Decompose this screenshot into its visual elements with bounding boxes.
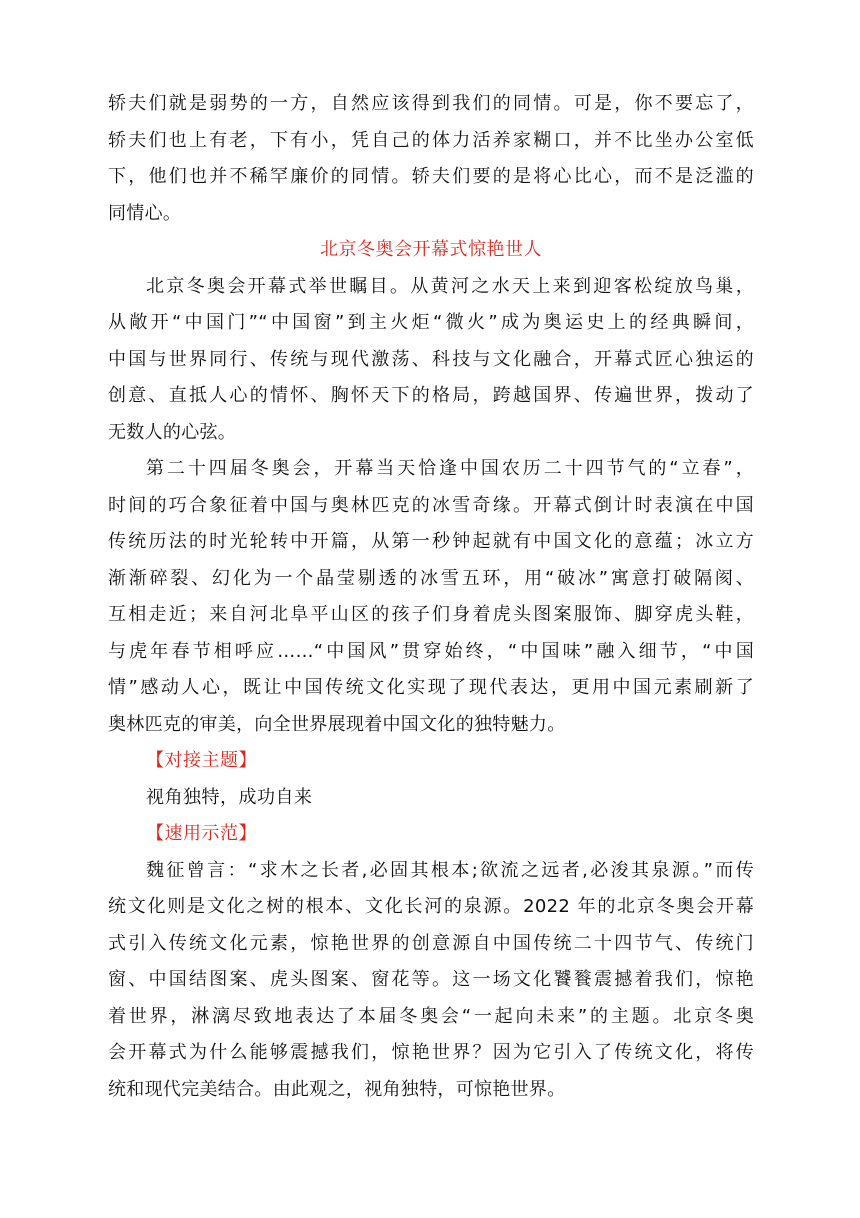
article-line: 无数人的心弦。 (108, 421, 237, 443)
intro-line: 轿夫们就是弱势的一方，自然应该得到我们的同情。可是，你不要忘了， (108, 93, 754, 114)
intro-line: 下，他们也并不稀罕廉价的同情。轿夫们要的是将心比心，而不是泛滥的 (108, 166, 754, 187)
example-line: 着世界，淋漓尽致地表达了本届冬奥会“一起向未来”的主题。北京冬奥 (108, 1005, 754, 1027)
article-line: 创意、直抵人心的情怀、胸怀天下的格局，跨越国界、传遍世界，拨动了 (108, 385, 754, 406)
example-paragraph (108, 853, 754, 1109)
example-line: 窗、中国结图案、虎头图案、窗花等。这一场文化饕餮震撼着我们，惊艳 (108, 969, 754, 990)
intro-line: 轿夫们也上有老，下有小，凭自己的体力活养家糊口，并不比坐办公室低 (108, 129, 754, 151)
article-line: 互相走近；来自河北阜平山区的孩子们身着虎头图案服饰、脚穿虎头鞋， (108, 604, 754, 625)
example-label: 【速用示范】 (146, 823, 257, 844)
article-line: 奥林匹克的审美，向全世界展现着中国文化的独特魅力。 (108, 713, 566, 735)
article-line: 中国与世界同行、传统与现代激荡、科技与文化融合，开幕式匠心独运的 (108, 348, 754, 370)
intro-line: 同情心。 (108, 202, 182, 224)
example-line: 统和现代完美结合。由此观之，视角独特，可惊艳世界。 (108, 1078, 566, 1100)
article-paragraph-2 (108, 451, 754, 743)
document-page (108, 86, 754, 1108)
article-line: 情”感动人心，既让中国传统文化实现了现代表达，更用中国元素刷新了 (108, 677, 754, 698)
article-line: 从敞开“中国门”“中国窗”到主火炬“微火”成为奥运史上的经典瞬间， (108, 312, 754, 333)
article-line: 传统历法的时光轮转中开篇，从第一秒钟起就有中国文化的意蕴；冰立方 (108, 531, 754, 552)
example-line: 式引入传统文化元素，惊艳世界的创意源自中国传统二十四节气、传统门 (108, 932, 754, 954)
article-paragraph-1 (108, 269, 754, 452)
example-line: 魏征曾言：“求木之长者,必固其根本;欲流之远者,必浚其泉源。”而传 (146, 859, 754, 881)
article-title: 北京冬奥会开幕式惊艳世人 (320, 239, 542, 260)
article-line: 北京冬奥会开幕式举世瞩目。从黄河之水天上来到迎客松绽放鸟巢， (146, 275, 754, 297)
article-line: 渐渐碎裂、幻化为一个晶莹剔透的冰雪五环，用“破冰”寓意打破隔阂、 (108, 567, 754, 589)
example-line: 会开幕式为什么能够震撼我们，惊艳世界？因为它引入了传统文化，将传 (108, 1042, 754, 1063)
example-line: 统文化则是文化之树的根本、文化长河的泉源。2022 年的北京冬奥会开幕 (108, 896, 754, 917)
theme-label: 【对接主题】 (146, 750, 257, 771)
theme-text: 视角独特，成功自来 (146, 786, 313, 808)
article-line: 时间的巧合象征着中国与奥林匹克的冰雪奇缘。开幕式倒计时表演在中国 (108, 494, 754, 516)
article-line: 与虎年春节相呼应……“中国风”贯穿始终，“中国味”融入细节，“中国 (108, 640, 754, 662)
intro-paragraph (108, 86, 754, 232)
article-line: 第二十四届冬奥会，开幕当天恰逢中国农历二十四节气的“立春”， (146, 458, 754, 479)
